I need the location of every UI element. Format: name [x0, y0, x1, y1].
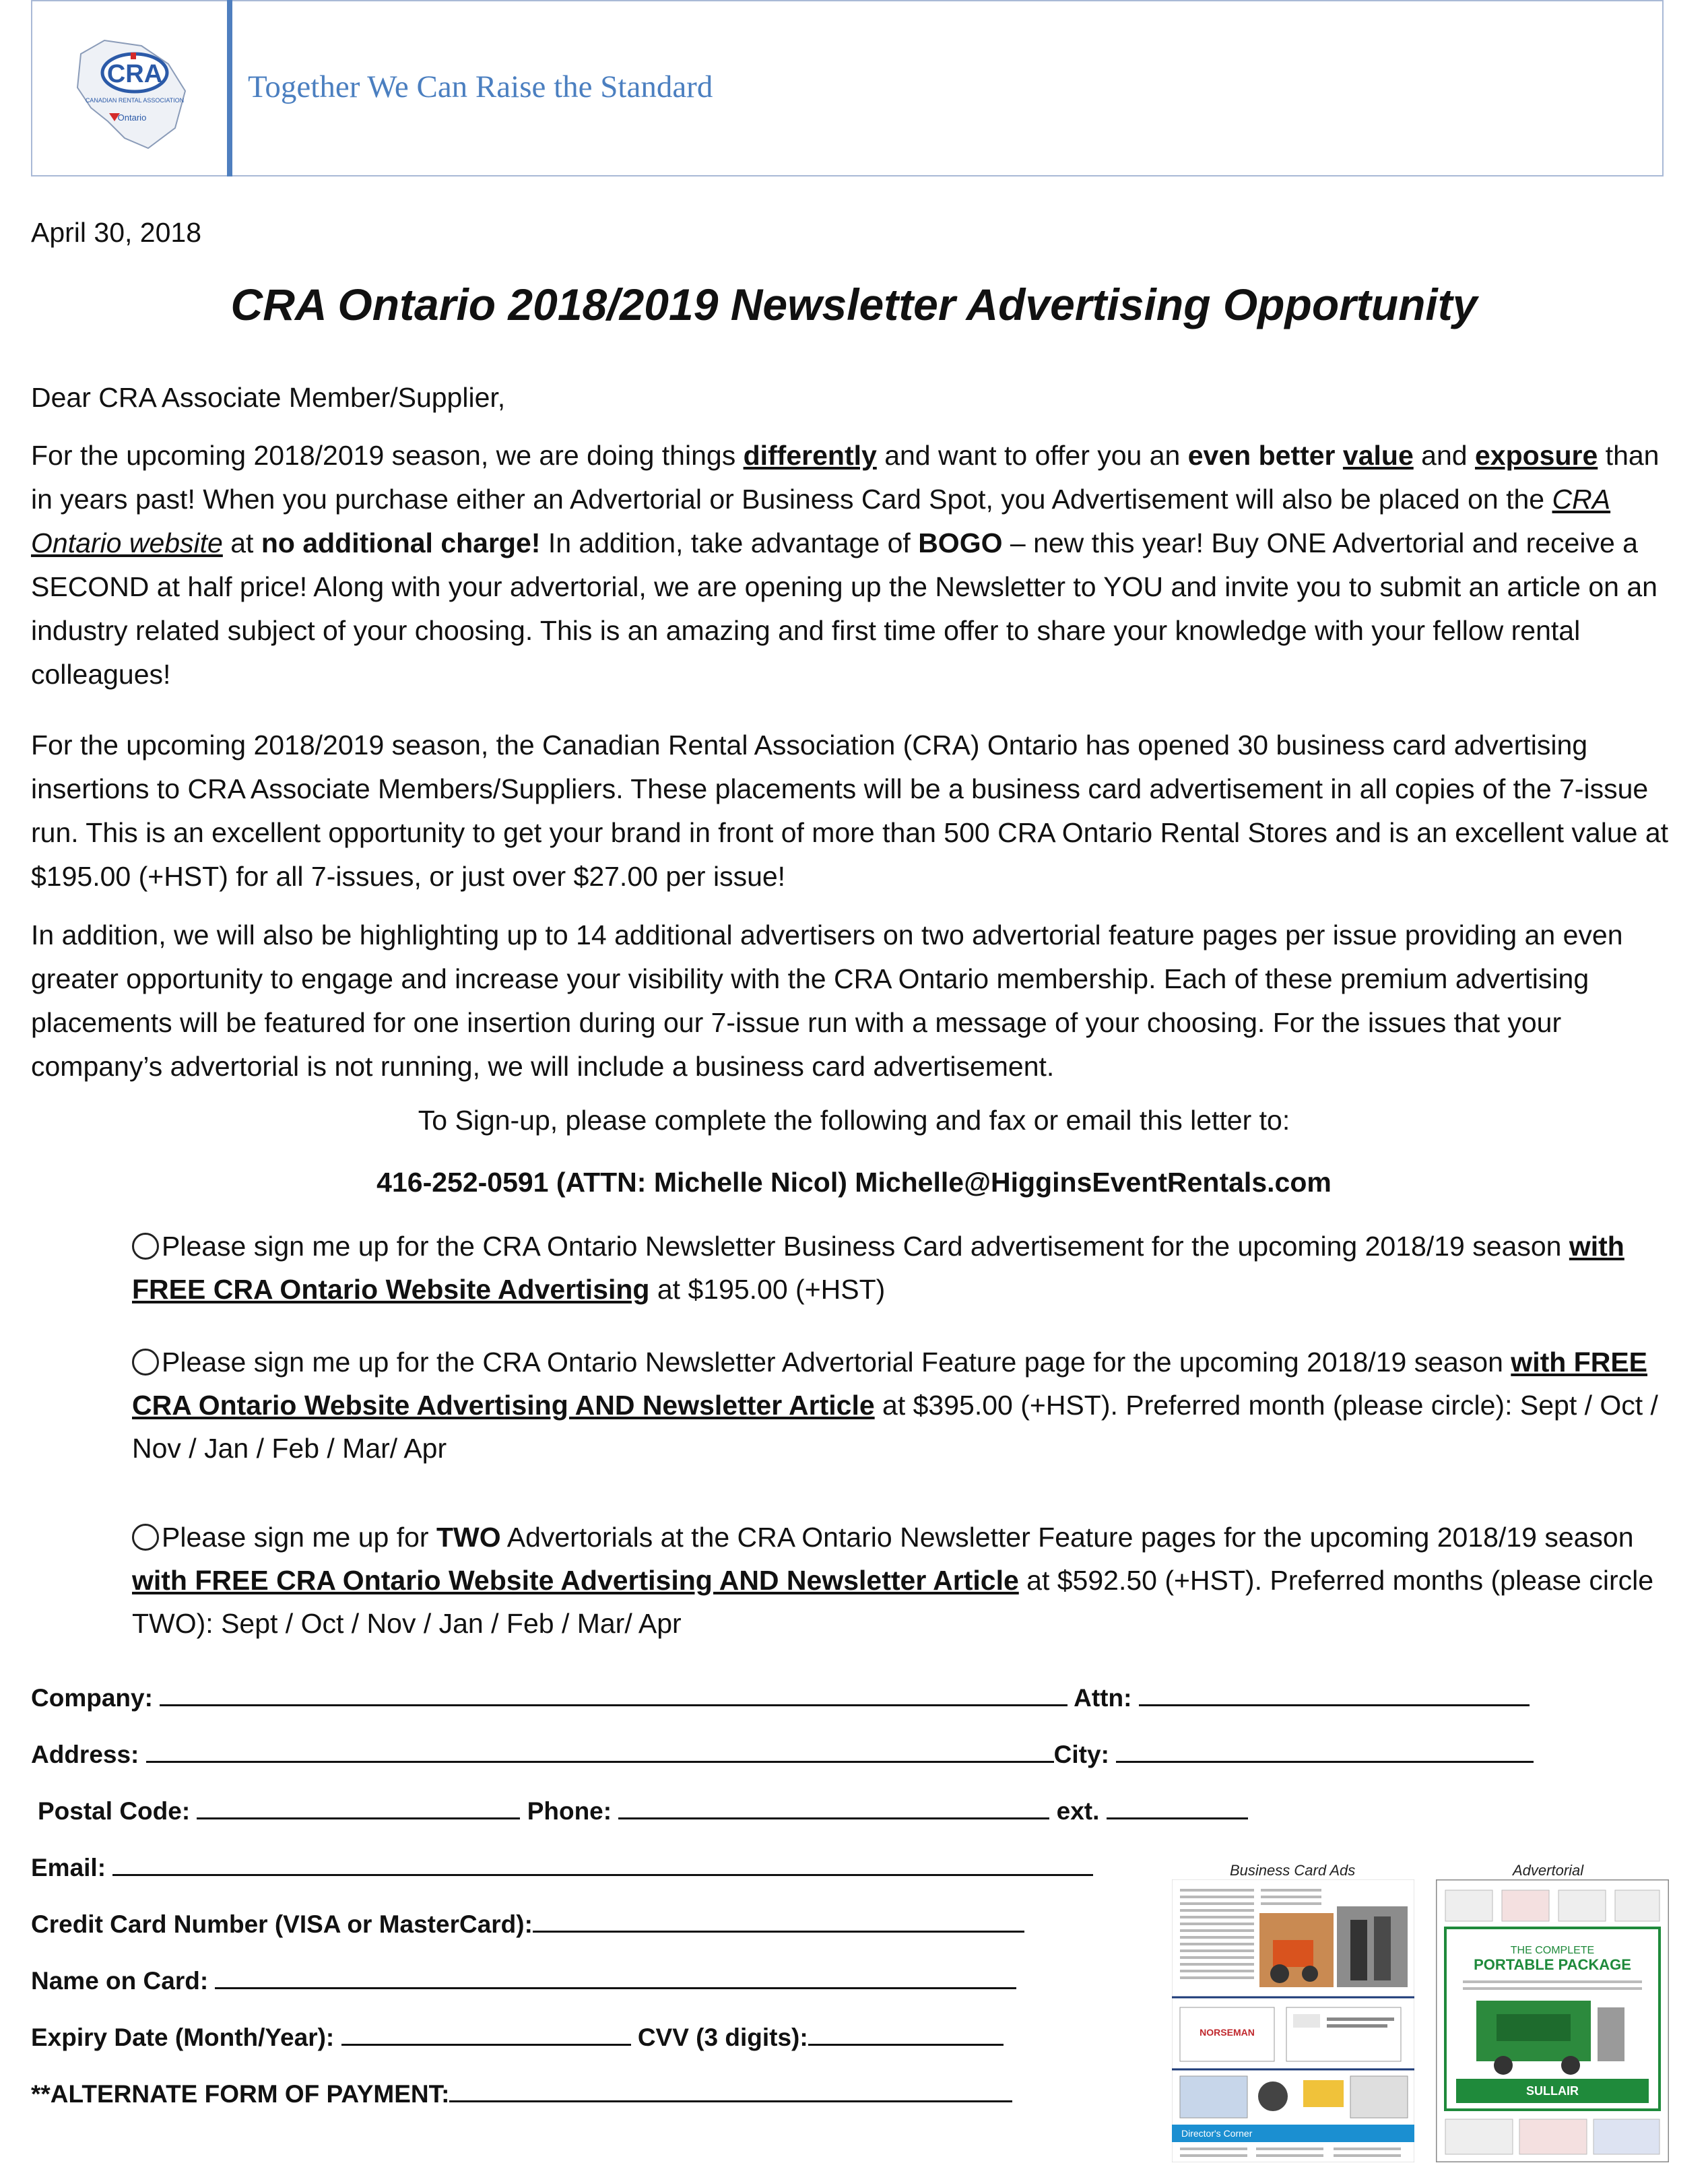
company-input[interactable] — [160, 1684, 1068, 1706]
card-number-input[interactable] — [533, 1910, 1024, 1933]
option-business-card-radio[interactable] — [132, 1233, 159, 1260]
signup-instructions: To Sign-up, please complete the following and fax or email this letter to: — [418, 1105, 1290, 1136]
postal-code-label: Postal Code: — [38, 1797, 191, 1825]
company-field — [31, 1684, 1530, 1712]
norseman-ad-text: NORSEMAN — [1200, 2027, 1255, 2038]
cvv-label: CVV (3 digits): — [637, 2024, 808, 2051]
alternate-payment-field — [31, 2080, 1012, 2108]
option-advertorial: Please sign me up for the CRA Ontario Newsletter Advertorial Feature page for the upcoming 2018/19 season with FREE CRA Ontario Website Advertising AND Newsletter Article at $395.00 (+HST). Preferred month (please circle): Sept / Oct / Nov / Jan / Feb / Mar/ Apr — [132, 1347, 1658, 1464]
attn-label: Attn: — [1074, 1684, 1132, 1712]
name-on-card-input[interactable] — [215, 1967, 1016, 1989]
advertorial-caption: Advertorial — [1513, 1862, 1584, 1879]
postal-phone-field — [38, 1797, 1248, 1826]
emphasis-even-better: even better — [1187, 440, 1336, 471]
email-label: Email: — [31, 1854, 106, 1881]
banner-divider — [227, 0, 232, 176]
directors-corner-text: Director's Corner — [1181, 2128, 1253, 2139]
emphasis-value: value — [1342, 440, 1414, 471]
option-two-advertorials-radio[interactable] — [132, 1524, 159, 1551]
business-card-ads-caption: Business Card Ads — [1230, 1862, 1356, 1879]
option-advertorial-radio[interactable] — [132, 1349, 159, 1376]
option-business-card-offer: with FREE CRA Ontario Website Advertising — [132, 1231, 1624, 1305]
greeting: Dear CRA Associate Member/Supplier, — [31, 382, 506, 413]
advertorial-sample — [1436, 1879, 1669, 2162]
attn-input[interactable] — [1139, 1684, 1530, 1706]
logo-acronym: CRA — [106, 60, 163, 88]
card-number-label: Credit Card Number (VISA or MasterCard): — [31, 1910, 533, 1938]
contact-line: 416-252-0591 (ATTN: Michelle Nicol) Michelle@HigginsEventRentals.com — [376, 1167, 1332, 1198]
city-input[interactable] — [1116, 1741, 1534, 1763]
logo-region: Ontario — [117, 112, 147, 123]
phone-input[interactable] — [618, 1797, 1049, 1819]
emphasis-bogo: BOGO — [918, 527, 1003, 558]
option-advertorial-offer: with FREE CRA Ontario Website Advertising AND Newsletter Article — [132, 1347, 1648, 1421]
paragraph-business-card: For the upcoming 2018/2019 season, the Canadian Rental Association (CRA) Ontario has opened 30 business card advertising insertions to CRA Associate Members/Suppliers. These placements will be a business card advertisement in all copies of the 7-issue run. This is an excellent opportunity to get your brand in front of more than 500 CRA Ontario Rental Stores and is an excellent value at $195.00 (+HST) for all 7-issues, or just over $27.00 per issue! — [31, 730, 1669, 892]
advertorial-headline-1: THE COMPLETE — [1510, 1945, 1595, 1956]
company-label: Company: — [31, 1684, 153, 1712]
option-business-card: Please sign me up for the CRA Ontario Newsletter Business Card advertisement for the upcoming 2018/19 season with FREE CRA Ontario Website Advertising at $195.00 (+HST) — [132, 1231, 1624, 1305]
paragraph-intro: For the upcoming 2018/2019 season, we are doing things differently and want to offer you an even better value and exposure than in years past! When you purchase either an Advertorial or Business Card Spot, you Advertisement will also be placed on the CRA Ontario website at no additional charge! In addition, take advantage of BOGO – new this year! Buy ONE Advertorial and receive a SECOND at half price! Along with your advertorial, we are opening up the Newsletter to YOU and invite you to submit an article on an industry related subject of your choosing. This is an amazing and first time offer to share your knowledge with your fellow rental colleagues! — [31, 440, 1660, 690]
postal-code-input[interactable] — [197, 1797, 520, 1819]
card-number-field — [31, 1910, 1024, 1939]
cra-ontario-logo — [67, 27, 195, 155]
letter-date: April 30, 2018 — [31, 217, 202, 248]
city-label: City: — [1053, 1741, 1109, 1768]
ext-input[interactable] — [1107, 1797, 1248, 1819]
option-two-advertorials-offer: with FREE CRA Ontario Website Advertising AND Newsletter Article — [132, 1565, 1019, 1596]
emphasis-no-charge: no additional charge! — [261, 527, 541, 558]
email-field — [31, 1854, 1093, 1882]
advertorial-headline-2: PORTABLE PACKAGE — [1474, 1956, 1631, 1973]
phone-label: Phone: — [527, 1797, 612, 1825]
option-two-advertorials: Please sign me up for TWO Advertorials at the CRA Ontario Newsletter Feature pages for the upcoming 2018/19 season with FREE CRA Ontario Website Advertising AND Newsletter Article at $592.50 (+HST). Preferred months (please circle TWO): Sept / Oct / Nov / Jan / Feb / Mar/ Apr — [132, 1522, 1654, 1639]
emphasis-differently: differently — [743, 440, 877, 471]
emphasis-exposure: exposure — [1474, 440, 1598, 471]
expiry-label: Expiry Date (Month/Year): — [31, 2024, 335, 2051]
cra-website-link[interactable]: CRA Ontario website — [31, 484, 1611, 558]
business-card-ads-sample — [1172, 1879, 1414, 2162]
letter-title: CRA Ontario 2018/2019 Newsletter Advertising Opportunity — [230, 280, 1478, 329]
name-on-card-label: Name on Card: — [31, 1967, 209, 1995]
sullair-logo-text: SULLAIR — [1526, 2084, 1579, 2098]
address-label: Address: — [31, 1741, 139, 1768]
name-on-card-field — [31, 1967, 1016, 1995]
alternate-payment-label: **ALTERNATE FORM OF PAYMENT: — [31, 2080, 450, 2108]
address-input[interactable] — [146, 1741, 1054, 1763]
expiry-input[interactable] — [341, 2024, 631, 2046]
paragraph-advertorial: In addition, we will also be highlighting up to 14 additional advertisers on two advertorial feature pages per issue providing an even greater opportunity to engage and increase your visibility with the CRA Ontario membership. Each of these premium advertising placements will be featured for one insertion during our 7-issue run with a message of your choosing. For the issues that your company’s advertorial is not running, we will include a business card advertisement. — [31, 919, 1623, 1082]
address-field — [31, 1741, 1534, 1769]
cvv-input[interactable] — [808, 2024, 1004, 2046]
email-input[interactable] — [112, 1854, 1093, 1876]
tagline: Together We Can Raise the Standard — [248, 69, 713, 104]
alternate-payment-input[interactable] — [449, 2080, 1012, 2102]
expiry-cvv-field — [31, 2024, 1004, 2052]
logo-org-name: CANADIAN RENTAL ASSOCIATION — [85, 97, 185, 104]
ext-label: ext. — [1056, 1797, 1100, 1825]
